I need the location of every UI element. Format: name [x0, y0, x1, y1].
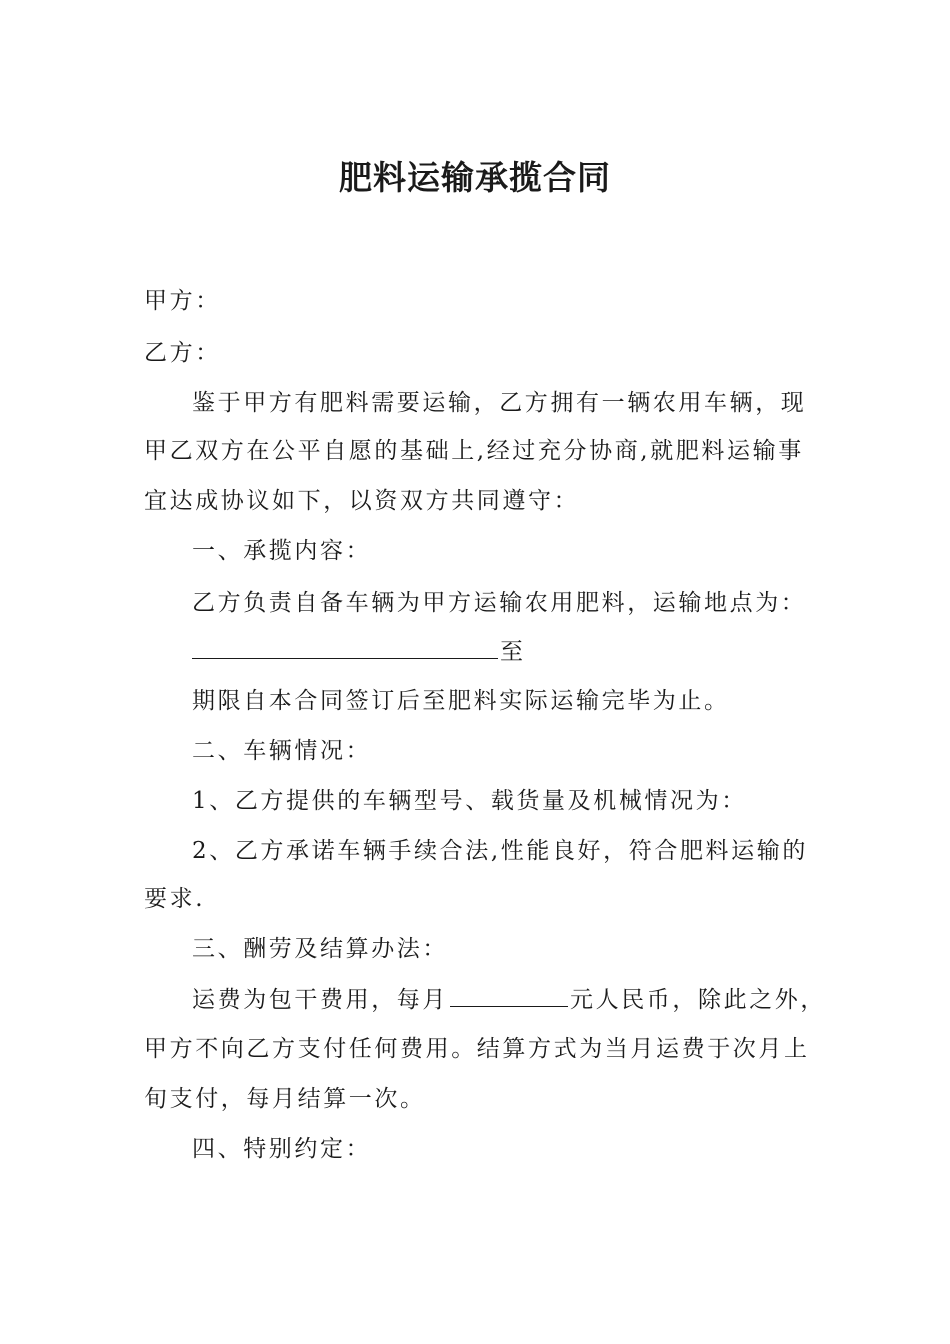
section3-heading: 三、酬劳及结算办法：: [192, 936, 448, 962]
payment-amount-blank: [450, 984, 568, 1007]
origin-blank: [192, 636, 498, 659]
to-label: 至: [500, 639, 526, 665]
payment-prefix: 运费为包干费用，每月: [192, 987, 448, 1013]
section1-destination-line: [192, 636, 832, 667]
intro-line-1: 鉴于甲方有肥料需要运输，乙方拥有一辆农用车辆，现: [192, 390, 807, 416]
section2-heading: 二、车辆情况：: [192, 738, 372, 764]
party-a-label: 甲方：: [144, 288, 221, 314]
section3-line-3: 旬支付，每月结算一次。: [144, 1086, 426, 1112]
section4-heading: 四、特别约定：: [192, 1136, 372, 1162]
intro-line-3: 宜达成协议如下，以资双方共同遵守：: [144, 488, 580, 514]
section2-item-2-cont: 要求.: [144, 886, 206, 912]
section2-item-1: 1、乙方提供的车辆型号、载货量及机械情况为：: [192, 788, 747, 814]
section3-line-2: 甲方不向乙方支付任何费用。结算方式为当月运费于次月上: [144, 1036, 810, 1062]
section1-heading: 一、承揽内容：: [192, 538, 372, 564]
section1-line-1: 乙方负责自备车辆为甲方运输农用肥料，运输地点为：: [192, 590, 807, 616]
section2-item-2: 2、乙方承诺车辆手续合法,性能良好，符合肥料运输的: [192, 838, 808, 864]
payment-suffix: 元人民币，除此之外，: [570, 987, 826, 1013]
section1-line-3: 期限自本合同签订后至肥料实际运输完毕为止。: [192, 688, 730, 714]
section3-payment-line: [192, 984, 832, 1015]
party-b-label: 乙方：: [144, 340, 221, 366]
document-title: 肥料运输承揽合同: [339, 158, 611, 197]
intro-line-2: 甲乙双方在公平自愿的基础上,经过充分协商,就肥料运输事: [144, 438, 804, 464]
